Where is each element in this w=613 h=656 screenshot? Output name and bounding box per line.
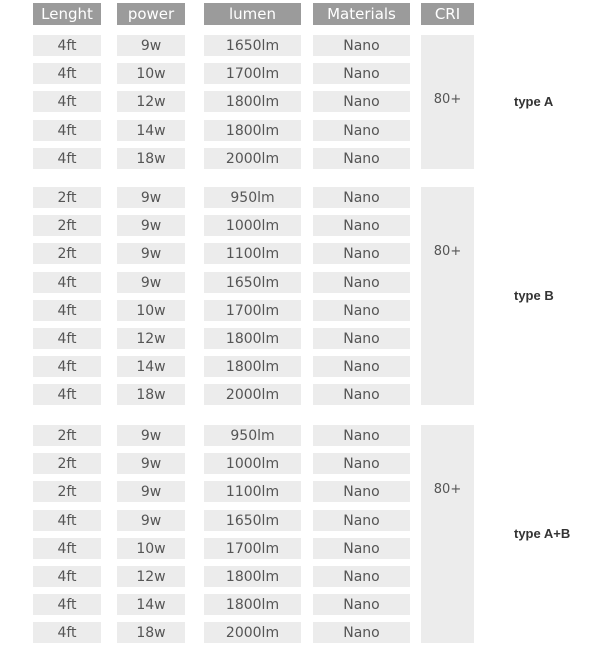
table-cell-materials: Nano <box>313 356 410 377</box>
cri-value: 80+ <box>433 482 462 497</box>
table-cell-length: 4ft <box>33 63 101 84</box>
table-cell-lumen: 1650lm <box>204 272 301 293</box>
table-cell-materials: Nano <box>313 300 410 321</box>
table-cell-length: 4ft <box>33 510 101 531</box>
table-cell-lumen: 2000lm <box>204 622 301 643</box>
table-cell-length: 4ft <box>33 538 101 559</box>
table-cell-materials: Nano <box>313 384 410 405</box>
table-cell-power: 9w <box>117 425 185 446</box>
table-cell-length: 4ft <box>33 272 101 293</box>
table-cell-lumen: 1000lm <box>204 215 301 236</box>
table-cell-lumen: 1800lm <box>204 120 301 141</box>
table-cell-lumen: 1800lm <box>204 594 301 615</box>
table-cell-power: 9w <box>117 272 185 293</box>
table-cell-materials: Nano <box>313 215 410 236</box>
table-cell-materials: Nano <box>313 453 410 474</box>
table-cell-power: 10w <box>117 300 185 321</box>
cri-cell <box>421 35 474 169</box>
table-cell-length: 4ft <box>33 356 101 377</box>
table-cell-lumen: 1000lm <box>204 453 301 474</box>
table-cell-lumen: 1800lm <box>204 356 301 377</box>
table-cell-materials: Nano <box>313 35 410 56</box>
table-cell-materials: Nano <box>313 187 410 208</box>
table-cell-lumen: 1700lm <box>204 63 301 84</box>
table-cell-power: 14w <box>117 120 185 141</box>
table-cell-power: 9w <box>117 35 185 56</box>
table-cell-power: 9w <box>117 215 185 236</box>
table-cell-materials: Nano <box>313 594 410 615</box>
table-cell-lumen: 950lm <box>204 187 301 208</box>
table-cell-length: 4ft <box>33 328 101 349</box>
table-cell-lumen: 950lm <box>204 425 301 446</box>
table-cell-power: 12w <box>117 566 185 587</box>
table-cell-power: 18w <box>117 384 185 405</box>
type-label: type B <box>514 288 554 303</box>
table-cell-length: 4ft <box>33 120 101 141</box>
table-cell-materials: Nano <box>313 148 410 169</box>
type-label: type A <box>514 94 554 109</box>
table-cell-materials: Nano <box>313 63 410 84</box>
table-cell-length: 4ft <box>33 594 101 615</box>
table-cell-length: 2ft <box>33 243 101 264</box>
table-cell-lumen: 1650lm <box>204 35 301 56</box>
table-cell-lumen: 1100lm <box>204 481 301 502</box>
table-cell-materials: Nano <box>313 510 410 531</box>
table-cell-lumen: 1100lm <box>204 243 301 264</box>
table-cell-length: 4ft <box>33 566 101 587</box>
table-cell-length: 4ft <box>33 384 101 405</box>
table-cell-power: 10w <box>117 538 185 559</box>
header-cri: CRI <box>421 3 474 25</box>
table-cell-length: 4ft <box>33 35 101 56</box>
table-cell-lumen: 1650lm <box>204 510 301 531</box>
table-cell-materials: Nano <box>313 425 410 446</box>
table-cell-power: 14w <box>117 356 185 377</box>
table-cell-power: 9w <box>117 481 185 502</box>
table-cell-power: 12w <box>117 91 185 112</box>
table-cell-materials: Nano <box>313 120 410 141</box>
table-cell-power: 9w <box>117 187 185 208</box>
table-cell-power: 18w <box>117 148 185 169</box>
table-cell-power: 12w <box>117 328 185 349</box>
table-cell-materials: Nano <box>313 538 410 559</box>
table-cell-length: 4ft <box>33 622 101 643</box>
table-cell-lumen: 1800lm <box>204 328 301 349</box>
table-cell-power: 14w <box>117 594 185 615</box>
table-cell-power: 9w <box>117 453 185 474</box>
table-cell-power: 18w <box>117 622 185 643</box>
table-cell-materials: Nano <box>313 481 410 502</box>
table-cell-power: 9w <box>117 510 185 531</box>
table-cell-length: 4ft <box>33 148 101 169</box>
header-lumen: lumen <box>204 3 301 25</box>
table-cell-power: 10w <box>117 63 185 84</box>
table-cell-materials: Nano <box>313 622 410 643</box>
table-cell-length: 4ft <box>33 91 101 112</box>
table-cell-lumen: 2000lm <box>204 384 301 405</box>
table-cell-length: 2ft <box>33 187 101 208</box>
table-cell-lumen: 2000lm <box>204 148 301 169</box>
table-cell-lumen: 1800lm <box>204 566 301 587</box>
table-cell-length: 2ft <box>33 453 101 474</box>
table-cell-materials: Nano <box>313 272 410 293</box>
cri-cell <box>421 187 474 405</box>
header-power: power <box>117 3 185 25</box>
cri-cell <box>421 425 474 643</box>
cri-value: 80+ <box>433 92 462 107</box>
table-cell-lumen: 1800lm <box>204 91 301 112</box>
cri-value: 80+ <box>433 244 462 259</box>
table-cell-materials: Nano <box>313 566 410 587</box>
type-label: type A+B <box>514 526 571 541</box>
table-cell-materials: Nano <box>313 328 410 349</box>
header-materials: Materials <box>313 3 410 25</box>
table-cell-length: 2ft <box>33 481 101 502</box>
table-cell-length: 2ft <box>33 215 101 236</box>
table-cell-materials: Nano <box>313 91 410 112</box>
table-cell-materials: Nano <box>313 243 410 264</box>
table-cell-length: 4ft <box>33 300 101 321</box>
table-cell-length: 2ft <box>33 425 101 446</box>
header-length: Lenght <box>33 3 101 25</box>
table-cell-power: 9w <box>117 243 185 264</box>
table-cell-lumen: 1700lm <box>204 538 301 559</box>
table-cell-lumen: 1700lm <box>204 300 301 321</box>
